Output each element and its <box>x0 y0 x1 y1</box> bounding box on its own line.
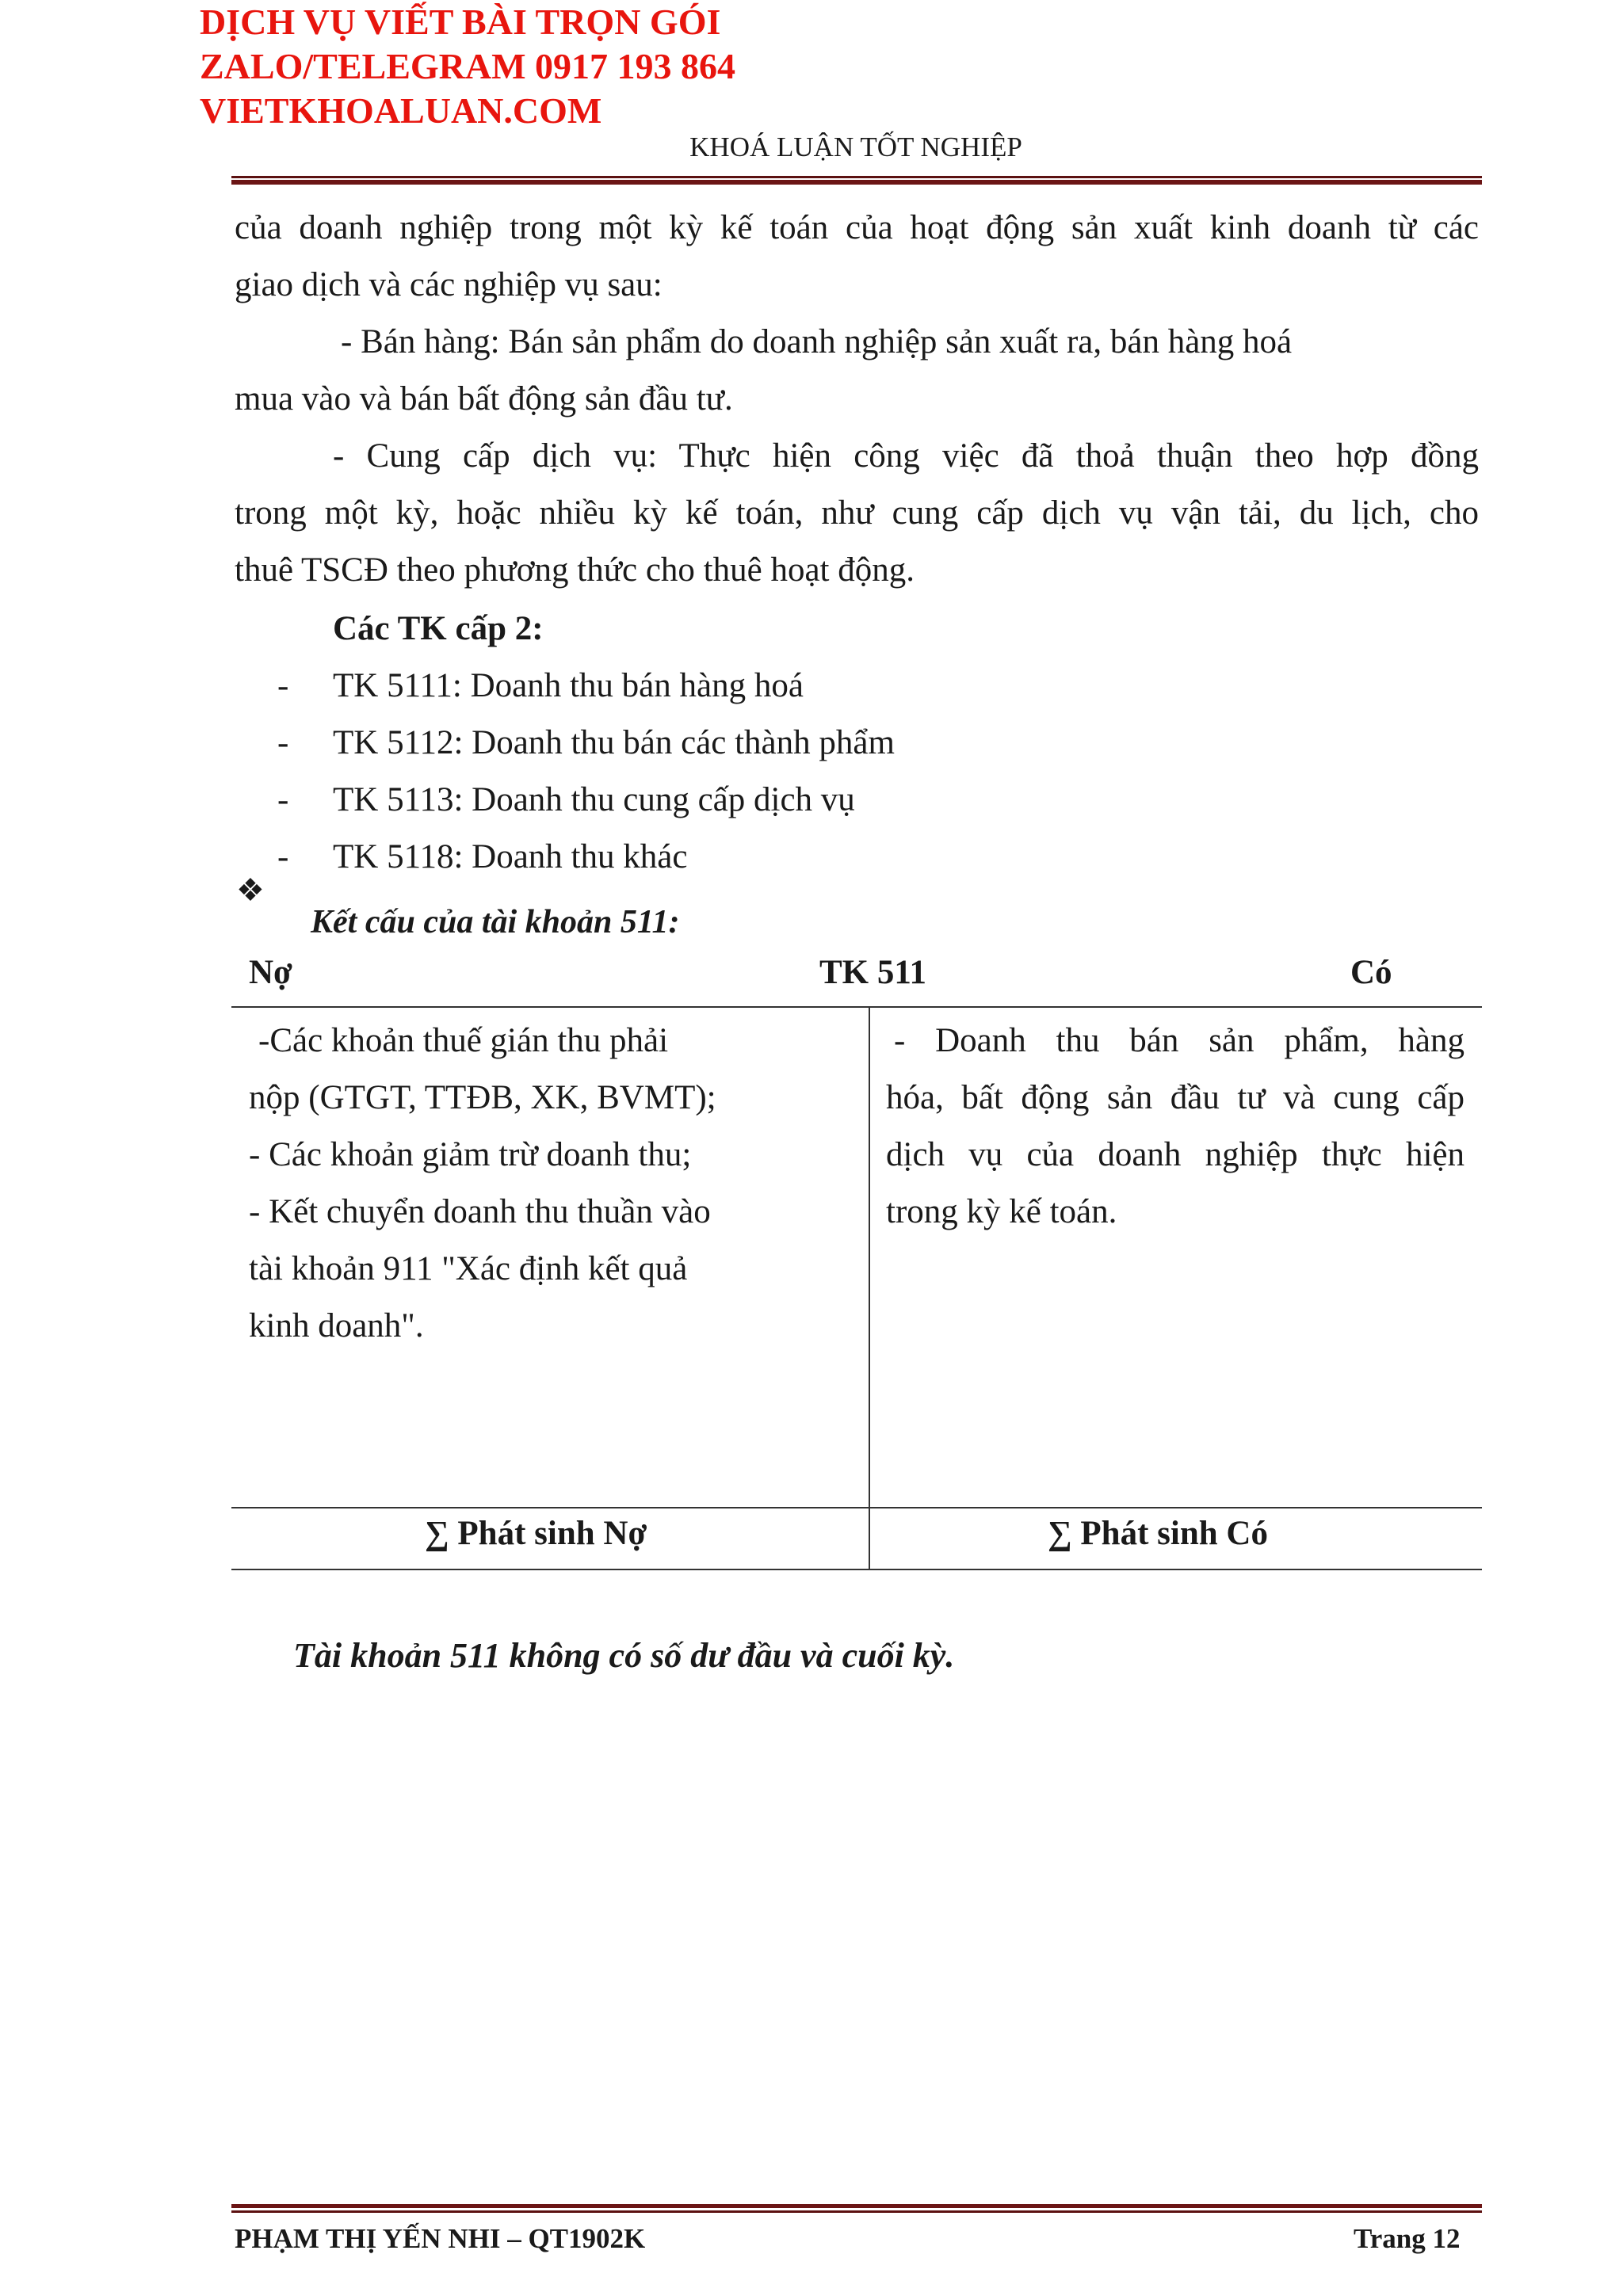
list-bullet: - <box>277 838 289 875</box>
list-item: TK 5111: Doanh thu bán hàng hoá <box>333 667 804 704</box>
t-account-bottom-line <box>231 1569 1482 1570</box>
debit-line: -Các khoản thuế gián thu phải <box>258 1022 669 1059</box>
credit-line: trong kỳ kế toán. <box>886 1193 1117 1230</box>
balance-note: Tài khoản 511 không có số dư đầu và cuối kỳ. <box>293 1636 955 1675</box>
debit-line: nộp (GTGT, TTĐB, XK, BVMT); <box>249 1079 716 1116</box>
debit-line: kinh doanh". <box>249 1307 424 1344</box>
running-header: KHOÁ LUẬN TỐT NGHIỆP <box>689 132 1022 162</box>
footer-page-number: Trang 12 <box>1354 2223 1461 2254</box>
t-account-divider <box>869 1006 870 1570</box>
paragraph-1-line-2: giao dịch và các nghiệp vụ sau: <box>235 266 663 303</box>
credit-total: ∑ Phát sinh Có <box>1048 1515 1268 1552</box>
t-account-top-line <box>231 1006 1482 1008</box>
list-item: TK 5112: Doanh thu bán các thành phẩm <box>333 724 895 761</box>
t-account-debit-label: Nợ <box>249 954 292 991</box>
t-account-total-line <box>231 1507 1482 1508</box>
watermark-line-2: ZALO/TELEGRAM 0917 193 864 <box>200 46 736 86</box>
watermark-line-1: DỊCH VỤ VIẾT BÀI TRỌN GÓI <box>200 2 721 42</box>
t-account-title: TK 511 <box>819 954 927 991</box>
debit-line: - Kết chuyển doanh thu thuần vào <box>249 1193 711 1230</box>
debit-line: tài khoản 911 "Xác định kết quả <box>249 1250 688 1287</box>
credit-line: hóa, bất động sản đầu tư và cung cấp <box>886 1079 1465 1116</box>
credit-line: - Doanh thu bán sản phẩm, hàng <box>894 1022 1465 1059</box>
list-bullet: - <box>277 724 289 761</box>
watermark <box>200 0 735 133</box>
credit-line: dịch vụ của doanh nghiệp thực hiện <box>886 1136 1465 1173</box>
debit-total: ∑ Phát sinh Nợ <box>425 1515 647 1552</box>
t-account-credit-label: Có <box>1350 954 1392 991</box>
paragraph-1-line-1: của doanh nghiệp trong một kỳ kế toán của hoạt động sản xuất kinh doanh từ các <box>235 209 1479 246</box>
paragraph-3-line-1: - Cung cấp dịch vụ: Thực hiện công việc đã thoả thuận theo hợp đồng <box>333 437 1479 475</box>
debit-line: - Các khoản giảm trừ doanh thu; <box>249 1136 692 1173</box>
list-bullet: - <box>277 781 289 818</box>
watermark-line-3: VIETKHOALUAN.COM <box>200 90 602 131</box>
paragraph-2-line-1: - Bán hàng: Bán sản phẩm do doanh nghiệp sản xuất ra, bán hàng hoá <box>341 323 1293 360</box>
paragraph-2-line-2: mua vào và bán bất động sản đầu tư. <box>235 380 733 418</box>
list-item: TK 5118: Doanh thu khác <box>333 838 688 875</box>
paragraph-3-line-3: thuê TSCĐ theo phương thức cho thuê hoạt động. <box>235 551 915 589</box>
sub-accounts-heading: Các TK cấp 2: <box>333 610 544 647</box>
paragraph-3-line-2: trong một kỳ, hoặc nhiều kỳ kế toán, như cung cấp dịch vụ vận tải, du lịch, cho <box>235 494 1479 532</box>
list-bullet: - <box>277 667 289 704</box>
footer-author: PHẠM THỊ YẾN NHI – QT1902K <box>235 2223 646 2254</box>
footer-rule <box>231 2204 1482 2213</box>
list-item: TK 5113: Doanh thu cung cấp dịch vụ <box>333 781 855 818</box>
diamond-bullet-icon: ❖ <box>236 872 265 908</box>
structure-heading: Kết cấu của tài khoản 511: <box>311 904 680 940</box>
header-rule <box>231 176 1482 185</box>
